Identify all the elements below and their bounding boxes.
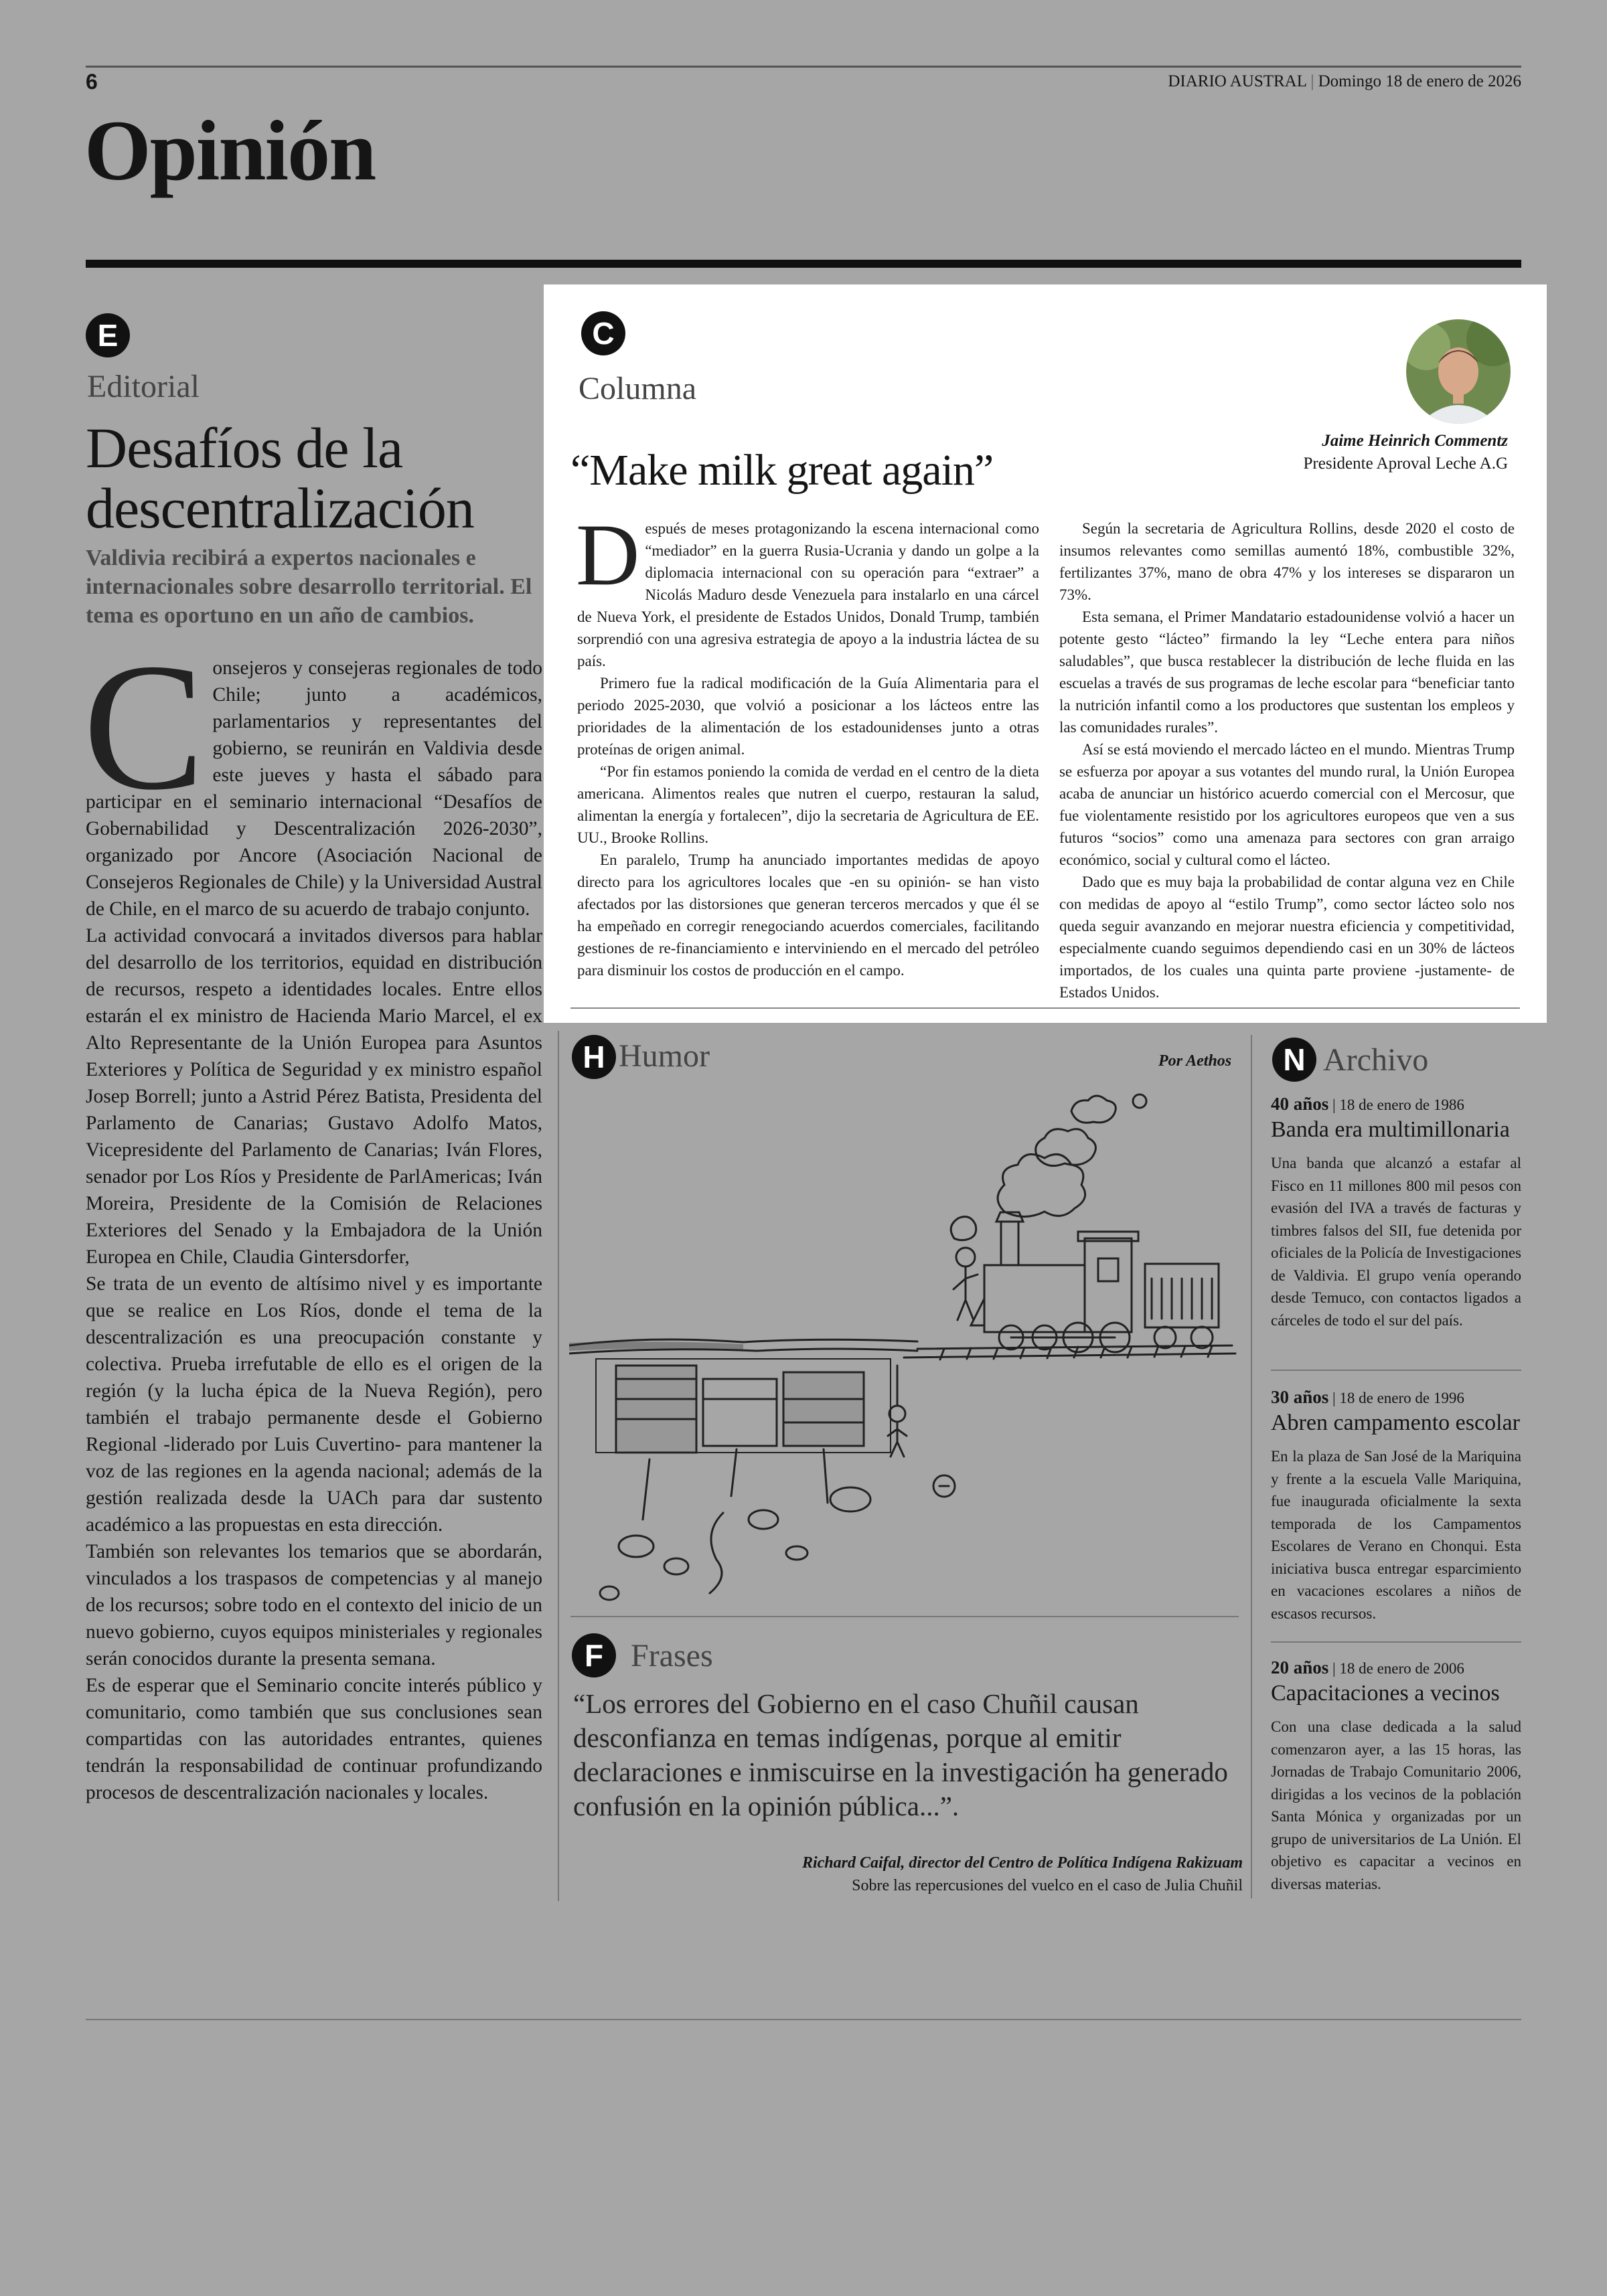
frases-label: Frases xyxy=(631,1638,713,1673)
columna-paragraph: En paralelo, Trump ha anunciado importantes medidas de apoyo directo para los agricultores locales que -en su opinión- se han visto afectados por las distorsiones que generan terceros mercados y que él se ha empeñado en corregir renegociando acuerdos comerciales, facilitando gestiones de re-financiamiento e interviniendo en el mercado del petróleo para disminuir los costos de producción en el campo. xyxy=(577,851,1039,979)
archivo-title: Banda era multimillonaria xyxy=(1271,1117,1510,1142)
columna-bottom-rule xyxy=(570,1007,1520,1009)
archivo-divider xyxy=(1251,1035,1252,1898)
archivo-title: Abren campamento escolar xyxy=(1271,1410,1520,1435)
archivo-rule xyxy=(1271,1370,1521,1371)
archivo-rule xyxy=(1271,1641,1521,1643)
masthead-info: DIARIO AUSTRAL | Domingo 18 de enero de 2026 xyxy=(1168,72,1521,90)
author-role: Presidente Aproval Leche A.G xyxy=(1303,455,1508,473)
columna-paragraph: espués de meses protagonizando la escena internacional como “mediador” en la guerra Rusia-Ucrania y dando un golpe a la diplomacia internacional con su operación para “extraer” a Nicolás Maduro desde Venezuela para instalarlo en una cárcel de Nueva York, el presidente de Estados Unidos, Donald Trump, también sorprendió con una agresiva estrategia de apoyo a la industria láctea de su país. xyxy=(577,520,1039,669)
editorial-paragraph: También son relevantes los temarios que se abordarán, vinculados a los traspasos de competencias y al manejo de los recursos; sobre todo en el contexto del inicio de un nuevo gobierno, cuyos equipos ministeriales y regionales serán conocidos durante la presenta semana. xyxy=(86,1541,542,1669)
archivo-badge: N xyxy=(1272,1038,1316,1082)
archivo-body: Con una clase dedicada a la salud comenzaron ayer, a las 15 horas, las Jornadas de Trabajo Comunitario 2006, dirigidas a los vecinos de la población Santa Mónica y organizadas por un grupo de universitarios de La Unión. El objetivo es capacitar a vecinos en diversas materias. xyxy=(1271,1718,1521,1892)
columna-badge: C xyxy=(581,311,625,355)
editorial-dropcap: C xyxy=(83,626,205,827)
frases-quote: “Los errores del Gobierno en el caso Chuñil causan desconfianza en temas indígenas, porque al emitir declaraciones e inmiscuirse en la investigación ha generado confusión en la opinión pública...”. xyxy=(573,1688,1228,1821)
archivo-item: 40 años | 18 de enero de 1986 Banda era multimillonaria Una banda que alcanzó a estafar al Fisco en 11 millones 800 mil pesos con evasión del IVA a través de facturas y timbres falsos del SII, fue detenida por oficiales de la Policía de Investigaciones de Valdivia. El grupo venía operando desde Temuco, con contactos ligados a cárceles de todo el sur del país. xyxy=(1271,1094,1521,1331)
archivo-body: Una banda que alcanzó a estafar al Fisco en 11 millones 800 mil pesos con evasión del IVA a través de facturas y timbres falsos del SII, fue detenida por oficiales de la Policía de Investigaciones de Valdivia. El grupo venía operando desde Temuco, con contactos ligados a cárceles de todo el sur del país. xyxy=(1271,1155,1521,1329)
author-avatar xyxy=(1406,319,1511,424)
columna-box xyxy=(544,284,1547,1023)
archivo-body: En la plaza de San José de la Mariquina y frente a la escuela Valle Mariquina, fue inaugurada oficialmente la sexta temporada de los Campamentos Escolares de Verano en Chonqui. Esta iniciativa busca entregar esparcimiento en vacaciones escolares a niños de escasos recursos. xyxy=(1271,1448,1521,1622)
frases-context: Sobre las repercusiones del vuelco en el caso de Julia Chuñil xyxy=(852,1877,1243,1894)
editorial-paragraph: Es de esperar que el Seminario concite interés público y comunitario, como también que sus conclusiones sean compartidas con las autoridades entrantes, quienes tendrán la responsabilidad de continuar profundizando procesos de descentralización nacionales y locales. xyxy=(86,1675,542,1803)
columna-left-text xyxy=(576,505,1039,981)
frases-badge: F xyxy=(572,1633,616,1677)
archivo-date: 18 de enero de 1986 xyxy=(1339,1096,1464,1113)
author-name: Jaime Heinrich Commentz xyxy=(1322,432,1508,450)
archivo-date: 18 de enero de 2006 xyxy=(1339,1660,1464,1677)
section-title: Opinión xyxy=(84,103,376,198)
editorial-title-line2: descentralización xyxy=(86,476,474,540)
columna-paragraph: Así se está moviendo el mercado lácteo en el mundo. Mientras Trump se esfuerza por apoyar a sus votantes del mundo rural, la Unión Europea acaba de anunciar un histórico acuerdo comercial con el Mercosur, que fue violentamente resistido por los agricultores europeos que ven a sus futuros “socios” como una amenaza para sectores con gran arraigo económico, social y cultural como el lácteo. xyxy=(1059,741,1515,868)
archivo-title: Capacitaciones a vecinos xyxy=(1271,1681,1500,1706)
archivo-years: 40 años xyxy=(1271,1094,1329,1114)
archivo-date: 18 de enero de 1996 xyxy=(1339,1390,1464,1406)
page-number: 6 xyxy=(86,70,98,94)
editorial-label: Editorial xyxy=(87,369,200,404)
author-portrait-icon xyxy=(1406,319,1511,424)
frases-attribution: Richard Caifal, director del Centro de Política Indígena Rakizuam xyxy=(801,1854,1243,1872)
bottom-rule xyxy=(86,2019,1521,2020)
archivo-item: 20 años | 18 de enero de 2006 Capacitaciones a vecinos Con una clase dedicada a la salud comenzaron ayer, a las 15 horas, las Jornadas de Trabajo Comunitario 2006, dirigidas a los vecinos de la población Santa Mónica y organizadas por un grupo de universitarios de La Unión. El objetivo es capacitar a vecinos en diversas materias. xyxy=(1271,1657,1521,1895)
columna-title: “Make milk great again” xyxy=(570,446,994,495)
humor-badge: H xyxy=(572,1035,616,1079)
archivo-years: 20 años xyxy=(1271,1657,1329,1677)
editorial-title xyxy=(86,418,554,538)
columna-paragraph: “Por fin estamos poniendo la comida de verdad en el centro de la dieta americana. Alimentos reales que nutren el cuerpo, restauran la salud, alimentan la energía y fortalecen”, dijo la secretaria de Agricultura de EE. UU., Brooke Rollins. xyxy=(577,763,1039,846)
newspaper-name: DIARIO AUSTRAL xyxy=(1168,72,1307,90)
archivo-label: Archivo xyxy=(1323,1042,1429,1078)
editorial-body xyxy=(83,626,542,1806)
columna-paragraph: Primero fue la radical modificación de la Guía Alimentaria para el periodo 2025-2030, que volvió a posicionar a los lácteos entre las prioridades de la alimentación de los estadounidenses junto a otras proteínas de origen animal. xyxy=(577,675,1039,758)
columna-label: Columna xyxy=(579,371,696,406)
humor-label: Humor xyxy=(619,1038,710,1074)
archivo-years: 30 años xyxy=(1271,1387,1329,1407)
humor-byline: Por Aethos xyxy=(1158,1052,1232,1070)
columna-right-text xyxy=(1059,517,1515,1003)
top-rule xyxy=(86,66,1521,68)
editorial-subtitle: Valdivia recibirá a expertos nacionales e internacionales sobre desarrollo territorial. El tema es oportuno en un año de cambios. xyxy=(86,546,532,628)
columna-paragraph: Según la secretaria de Agricultura Rollins, desde 2020 el costo de insumos relevantes como semillas aumentó 18%, combustible 32%, fertilizantes 37%, mano de obra 47% y los intereses se dispararon un 73%. xyxy=(1059,520,1515,603)
train-cartoon-illustration xyxy=(569,1084,1239,1613)
issue-date: Domingo 18 de enero de 2026 xyxy=(1318,72,1521,90)
columna-paragraph: Esta semana, el Primer Mandatario estadounidense volvió a hacer un potente gesto “lácteo” firmando la ley “Leche entera para niños saludables”, que busca restablecer la distribución de leche fluida en las escuelas a través de sus programas de leche escolar para “beneficiar tanto la nutrición infantil como a los productores que sustentan los empleos y las comunidades rurales”. xyxy=(1059,608,1515,736)
heavy-rule xyxy=(86,260,1521,268)
column-divider xyxy=(558,1031,559,1901)
archivo-item: 30 años | 18 de enero de 1996 Abren campamento escolar En la plaza de San José de la Mariquina y frente a la escuela Valle Mariquina, fue inaugurada oficialmente la sexta temporada de los Campamentos Escolares de Verano en Chonqui. Esta iniciativa busca entregar esparcimiento en vacaciones escolares a niños de escasos recursos. xyxy=(1271,1387,1521,1625)
editorial-paragraph: Se trata de un evento de altísimo nivel y es importante que se realice en Los Ríos, donde el tema de la descentralización es una preocupación constante y colectiva. Prueba irrefutable de ello es el origen de la región (y la lucha épica de la Nueva Región), pero también el trabajo permanente desde el Gobierno Regional -liderado por Luis Cuvertino- para mantener la voz de las regiones en la agenda nacional; además de la gestión realizada desde la UACh para dar sustento académico a las propuestas en esta dirección. xyxy=(86,1273,542,1536)
editorial-paragraph: onsejeros y consejeras regionales de todo Chile; junto a académicos, parlamentarios y representantes del gobierno, se reunirán en Valdivia desde este jueves y hasta el sábado para participar en el seminario internacional “Desafíos de Gobernabilidad y Descentralización 2026-2030”, organizado por Ancore (Asociación Nacional de Consejeros Regionales de Chile) y la Universidad Austral de Chile, en el marco de su acuerdo de trabajo conjunto. xyxy=(86,657,542,920)
editorial-title-line1: Desafíos de la xyxy=(86,416,403,480)
editorial-paragraph: La actividad convocará a invitados diversos para hablar del desarrollo de los territorios, equidad en distribución de recursos, respeto a identidades locales. Entre ellos estarán el ex ministro de Hacienda Mario Marcel, el ex Alto Representante de la Unión Europea para Asuntos Exteriores y Política de Seguridad y ex ministro español Josep Borrell; junto a Astrid Pérez Batista, Presidenta del Parlamento de Canarias; Gustavo Adolfo Matos, Vicepresidente del Parlamento de Canarias; Iván Flores, senador por Los Ríos y Presidente de ParlAmericas; Iván Moreira, Presidente de la Comisión de Relaciones Exteriores del Senado y la Embajadora de la Unión Europea en Chile, Claudia Gintersdorfer, xyxy=(86,925,542,1268)
humor-cartoon xyxy=(569,1084,1239,1613)
columna-paragraph: Dado que es muy baja la probabilidad de contar alguna vez en Chile con medidas de apoyo al “estilo Trump”, como sector lácteo solo nos queda seguir avanzando en mejorar nuestra eficiencia y competitividad, especialmente cuando seguimos dependiendo casi en un 30% de lácteos importados, de los cuales una quinta parte proviene -justamente- de Estados Unidos. xyxy=(1059,874,1515,1001)
editorial-badge: E xyxy=(86,313,130,357)
humor-bottom-rule xyxy=(570,1616,1239,1617)
columna-dropcap: D xyxy=(576,505,640,604)
